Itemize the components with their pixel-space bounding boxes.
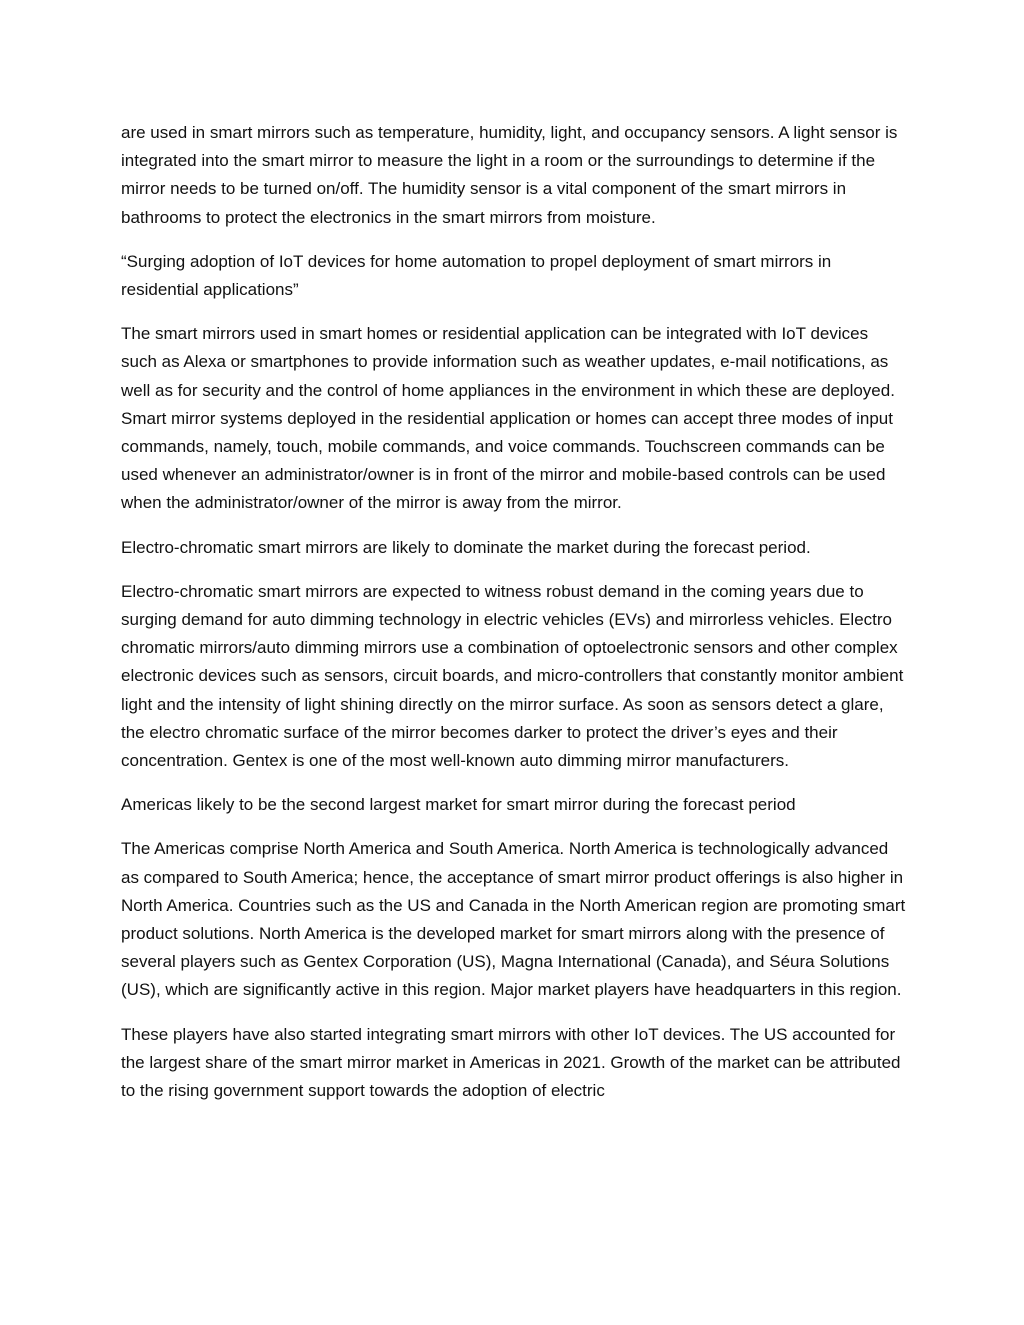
paragraph-electrochromatic: Electro-chromatic smart mirrors are expected to witness robust demand in the coming years due to surging demand for auto dimming technology in electric vehicles (EVs) and mirrorless vehicles. Electro chromatic mirrors/auto dimming mirrors use a combination of optoelectronic sensors and other complex electronic devices such as sensors, circuit boards, and micro-controllers that constantly monitor ambient light and the intensity of light shining directly on the mirror surface. As soon as sensors detect a glare, the electro chromatic surface of the mirror becomes darker to protect the driver’s eyes and their concentration. Gentex is one of the most well-known auto dimming mirror manufacturers. — [121, 581, 904, 771]
paragraph-players: These players have also started integrating smart mirrors with other IoT devices. The US accounted for the largest share of the smart mirror market in Americas in 2021. Growth of the market can be attributed to the rising government support towards the adoption of electric — [121, 1024, 901, 1101]
paragraph-electrochromatic-heading: Electro-chromatic smart mirrors are likely to dominate the market during the forecast period. — [121, 537, 811, 557]
paragraph-sensors: are used in smart mirrors such as temperature, humidity, light, and occupancy sensors. A light sensor is integrated into the smart mirror to measure the light in a room or the surroundings to determine if the mirror needs to be turned on/off. The humidity sensor is a vital component of the smart mirrors in bathrooms to protect the electronics in the smart mirrors from moisture. — [121, 123, 898, 227]
paragraph-iot-heading: “Surging adoption of IoT devices for home automation to propel deployment of smart mirrors in residential applications” — [121, 251, 832, 300]
paragraph-americas: The Americas comprise North America and South America. North America is technologically advanced as compared to South America; hence, the acceptance of smart mirror product offerings is also higher in North America. Countries such as the US and Canada in the North American region are promoting smart product solutions. North America is the developed market for smart mirrors along with the presence of several players such as Gentex Corporation (US), Magna International (Canada), and Séura Solutions (US), which are significantly active in this region. Major market players have headquarters in this region. — [121, 839, 906, 1000]
paragraph-americas-heading: Americas likely to be the second largest market for smart mirror during the forecast period — [121, 795, 796, 815]
document-body — [121, 119, 906, 1121]
paragraph-residential: The smart mirrors used in smart homes or residential application can be integrated with IoT devices such as Alexa or smartphones to provide information such as weather updates, e-mail notifications, as well as for security and the control of home appliances in the environment in which these are deployed. Smart mirror systems deployed in the residential application or homes can accept three modes of input commands, namely, touch, mobile commands, and voice commands. Touchscreen commands can be used whenever an administrator/owner is in front of the mirror and mobile-based controls can be used when the administrator/owner of the mirror is away from the mirror. — [121, 324, 895, 513]
